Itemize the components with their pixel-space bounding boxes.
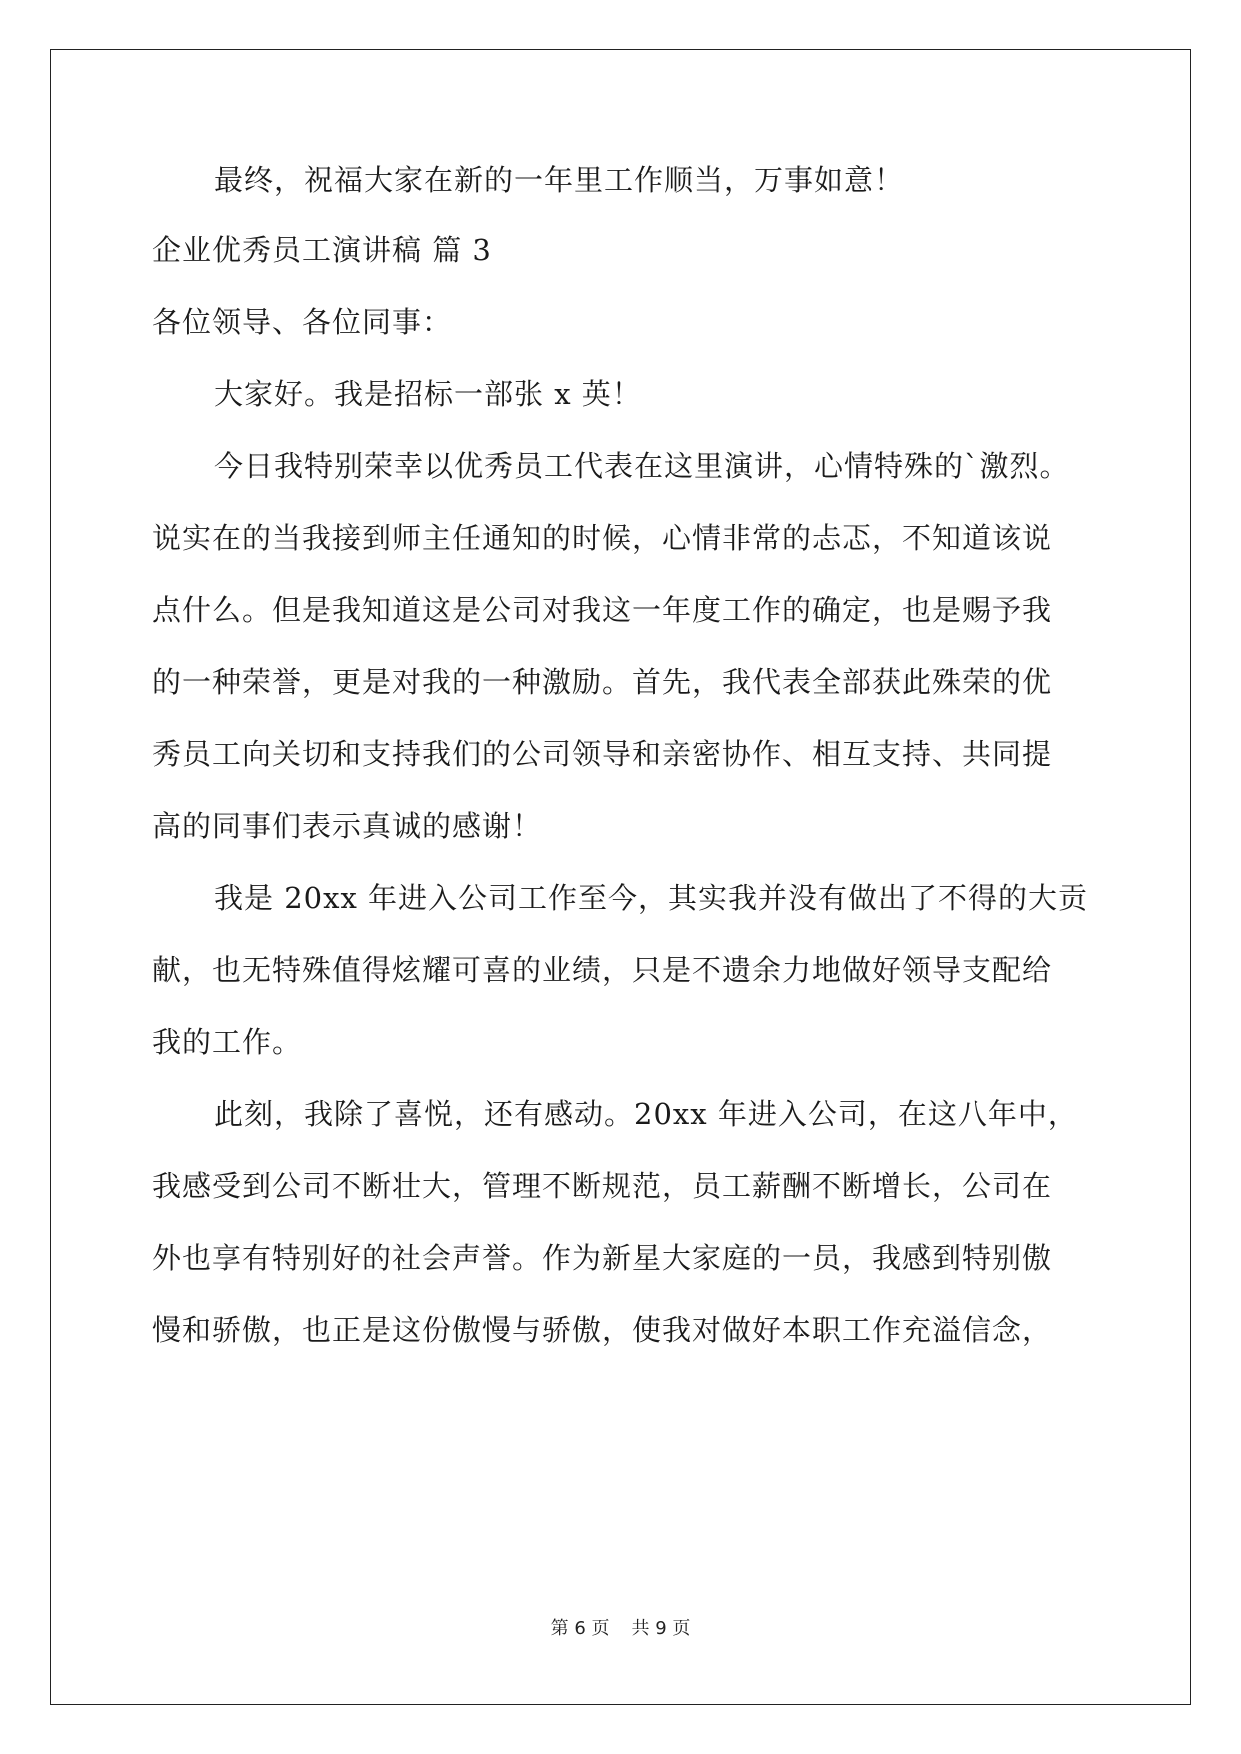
paragraph-line: 的一种荣誉，更是对我的一种激励。首先，我代表全部获此殊荣的优 <box>152 665 1053 699</box>
paragraph-line: 高的同事们表示真诚的感谢！ <box>152 809 543 843</box>
paragraph-line: 我感受到公司不断壮大，管理不断规范，员工薪酬不断增长，公司在 <box>152 1169 1053 1203</box>
paragraph-line: 秀员工向关切和支持我们的公司领导和亲密协作、相互支持、共同提 <box>152 737 1053 771</box>
closing-paragraph: 最终，祝福大家在新的一年里工作顺当，万事如意！ <box>214 163 905 197</box>
paragraph-line: 说实在的当我接到师主任通知的时候，心情非常的忐忑，不知道该说 <box>152 521 1053 555</box>
page-footer <box>0 1614 1241 1640</box>
paragraph-line: 献，也无特殊值得炫耀可喜的业绩，只是不遗余力地做好领导支配给 <box>152 953 1053 987</box>
paragraph-line: 外也享有特别好的社会声誉。作为新星大家庭的一员，我感到特别傲 <box>152 1241 1053 1275</box>
paragraph-line: 点什么。但是我知道这是公司对我这一年度工作的确定，也是赐予我 <box>152 593 1053 627</box>
paragraph-line: 今日我特别荣幸以优秀员工代表在这里演讲，心情特殊的`激烈。 <box>214 449 1070 483</box>
paragraph-line: 此刻，我除了喜悦，还有感动。20xx 年进入公司，在这八年中， <box>214 1097 1078 1131</box>
paragraph-line: 我是 20xx 年进入公司工作至今，其实我并没有做出了不得的大贡 <box>214 881 1089 915</box>
page-border <box>50 49 1191 1705</box>
greeting-line: 大家好。我是招标一部张 x 英！ <box>214 377 642 411</box>
paragraph-line: 慢和骄傲，也正是这份傲慢与骄傲，使我对做好本职工作充溢信念， <box>152 1313 1053 1347</box>
section-heading: 企业优秀员工演讲稿 篇 3 <box>152 233 492 267</box>
page-number-total: 共 9 页 <box>631 1618 691 1639</box>
salutation: 各位领导、各位同事： <box>152 305 453 339</box>
page-number-current: 第 6 页 <box>550 1618 610 1639</box>
paragraph-line: 我的工作。 <box>152 1025 303 1059</box>
